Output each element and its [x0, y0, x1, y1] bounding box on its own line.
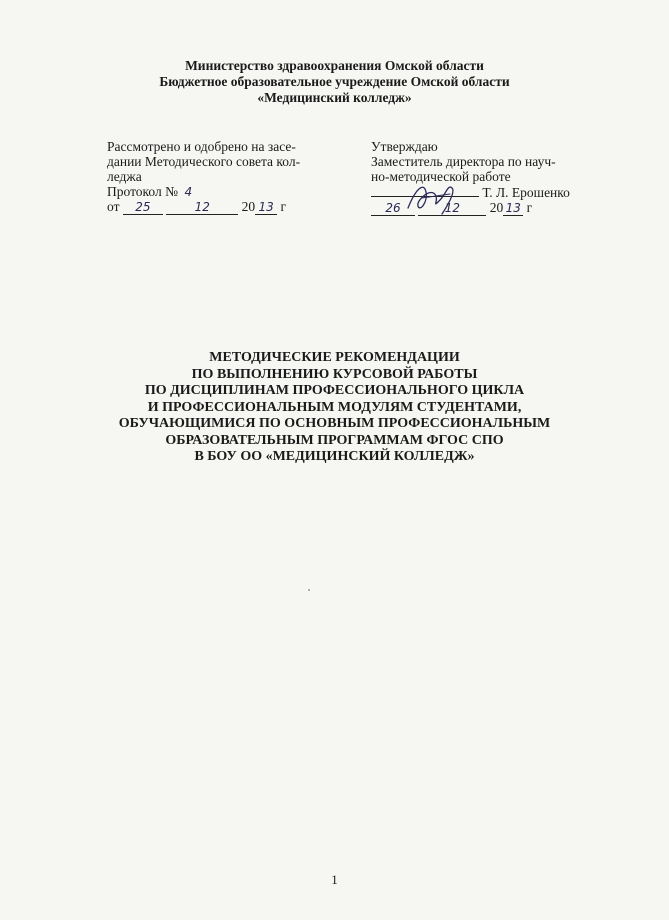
handwritten-signature: [402, 178, 462, 218]
approval-left-block: [107, 139, 357, 215]
date-year-unit: г: [526, 200, 533, 215]
title-line3: ПО ДИСЦИПЛИНАМ ПРОФЕССИОНАЛЬНОГО ЦИКЛА: [144, 383, 525, 398]
date-month: 12: [166, 201, 238, 215]
date-year-prefix: 20: [241, 199, 256, 214]
date-day: 25: [123, 201, 163, 215]
scan-speck: [308, 589, 310, 591]
protocol-label: Протокол №: [107, 184, 178, 199]
date-year-unit: г: [280, 199, 287, 214]
date-from-label: от: [107, 199, 120, 214]
protocol-number: 4: [184, 185, 193, 199]
signatory-name: Т. Л. Ерошенко: [482, 185, 570, 200]
title-line2: ПО ВЫПОЛНЕНИЮ КУРСОВОЙ РАБОТЫ: [191, 366, 478, 382]
page-number: 1: [331, 872, 338, 887]
approval-left-line2: дании Методического совета кол-: [107, 154, 301, 169]
date-year-suffix: 13: [255, 201, 277, 215]
ministry-name: Министерство здравоохранения Омской области: [185, 58, 484, 73]
college-name: «Медицинский колледж»: [257, 90, 412, 105]
date-day: 26: [371, 202, 415, 216]
approval-right-line3: но-методической работе: [371, 169, 511, 184]
title-line7: В БОУ ОО «МЕДИЦИНСКИЙ КОЛЛЕДЖ»: [194, 449, 475, 464]
date-year-suffix: 13: [503, 202, 523, 216]
title-line1: МЕТОДИЧЕСКИЕ РЕКОМЕНДАЦИИ: [209, 350, 460, 365]
institution-header: [0, 58, 669, 106]
date-year-prefix: 20: [489, 200, 504, 215]
institution-name: Бюджетное образовательное учреждение Омской области: [159, 74, 510, 89]
title-line5: ОБУЧАЮЩИМИСЯ ПО ОСНОВНЫМ ПРОФЕССИОНАЛЬНЫМ: [118, 416, 551, 431]
approval-left-date: [107, 199, 357, 215]
title-line4: И ПРОФЕССИОНАЛЬНЫМ МОДУЛЯМ СТУДЕНТАМИ,: [147, 399, 522, 415]
protocol-line: [107, 184, 357, 199]
approval-left-line1: Рассмотрено и одобрено на засе-: [107, 139, 296, 154]
approval-left-line3: леджа: [107, 169, 142, 184]
document-title: [0, 350, 669, 466]
approval-right-line2: Заместитель директора по науч-: [371, 154, 556, 169]
approval-right-line1: Утверждаю: [371, 139, 438, 154]
title-line6: ОБРАЗОВАТЕЛЬНЫМ ПРОГРАММАМ ФГОС СПО: [165, 432, 504, 448]
date-month: 12: [418, 202, 486, 216]
